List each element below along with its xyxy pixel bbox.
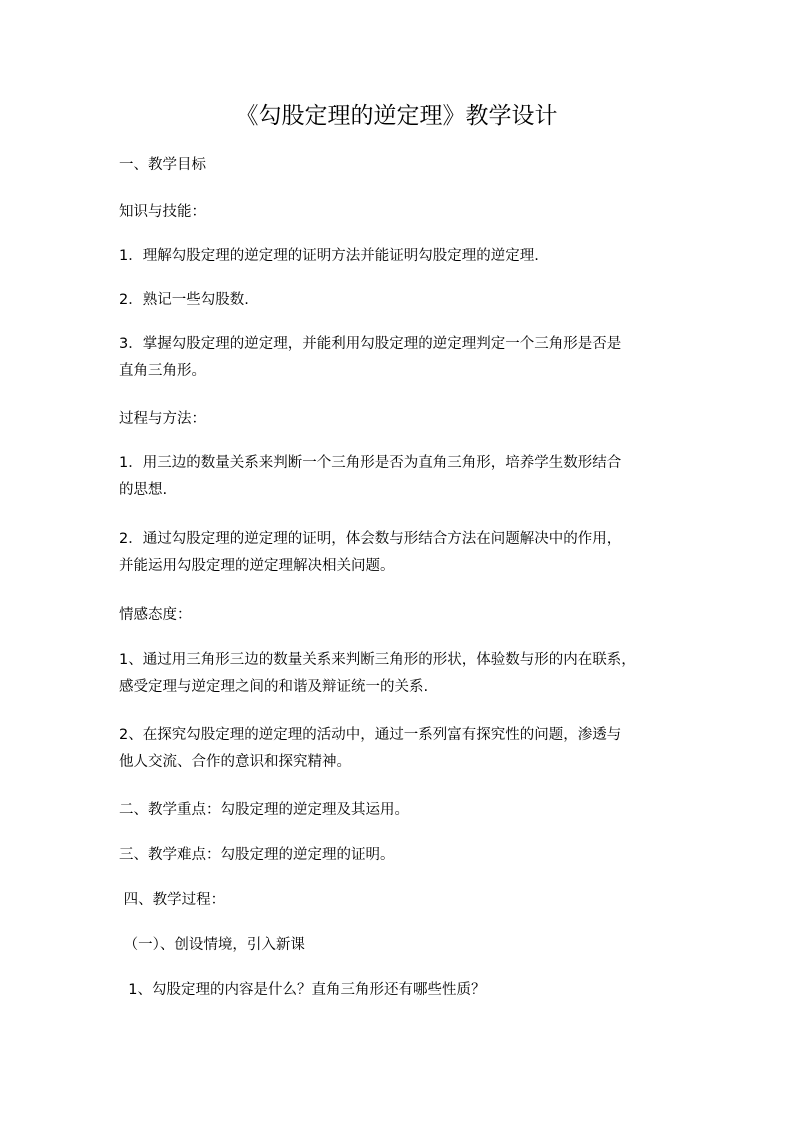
text-line: 1、通过用三角形三边的数量关系来判断三角形的形状，体验数与形的内在联系， <box>119 652 636 668</box>
section-heading-key-point <box>119 797 679 824</box>
document-title: 《勾股定理的逆定理》教学设计 <box>235 103 558 129</box>
text-line: 并能运用勾股定理的逆定理解决相关问题。 <box>119 558 395 574</box>
section-heading-process <box>119 887 679 914</box>
section-heading-goals <box>119 152 679 179</box>
text-line: 2．通过勾股定理的逆定理的证明，体会数与形结合方法在问题解决中的作用， <box>119 531 622 547</box>
text-line: 过程与方法： <box>119 411 206 427</box>
text-line: 感受定理与逆定理之间的和谐及辩证统一的关系. <box>119 679 429 695</box>
text-line: （一）、创设情境，引入新课 <box>119 937 305 953</box>
text-line: 的思想. <box>119 482 168 498</box>
text-line: 一、教学目标 <box>119 157 206 173</box>
text-line: 他人交流、合作的意识和探究精神。 <box>119 754 351 770</box>
text-line: 情感态度： <box>119 607 192 623</box>
paragraph-knowledge-1 <box>119 243 679 270</box>
text-line: 直角三角形。 <box>119 363 206 379</box>
subheading-intro <box>119 932 679 959</box>
paragraph-attitude-2 <box>119 722 679 776</box>
text-line: 1．用三边的数量关系来判断一个三角形是否为直角三角形，培养学生数形结合 <box>119 455 622 471</box>
paragraph-attitude-1 <box>119 647 679 701</box>
paragraph-process-1 <box>119 450 679 504</box>
section-heading-difficulty <box>119 842 679 869</box>
paragraph-question-1 <box>119 977 679 1004</box>
text-line: 2．熟记一些勾股数. <box>119 292 249 308</box>
paragraph-knowledge-2 <box>119 287 679 314</box>
text-line: 1、勾股定理的内容是什么？直角三角形还有哪些性质？ <box>119 982 486 998</box>
text-line: 3．掌握勾股定理的逆定理，并能利用勾股定理的逆定理判定一个三角形是否是 <box>119 336 622 352</box>
text-line: 知识与技能： <box>119 204 206 220</box>
text-line: 2、在探究勾股定理的逆定理的活动中，通过一系列富有探究性的问题，渗透与 <box>119 727 622 743</box>
text-line: 1．理解勾股定理的逆定理的证明方法并能证明勾股定理的逆定理. <box>119 248 539 264</box>
subheading-attitude <box>119 602 679 629</box>
text-line: 四、教学过程： <box>119 892 226 908</box>
subheading-knowledge <box>119 199 679 226</box>
paragraph-process-2 <box>119 526 679 580</box>
text-line: 三、教学难点：勾股定理的逆定理的证明。 <box>119 847 395 863</box>
subheading-process <box>119 406 679 433</box>
text-line: 二、教学重点：勾股定理的逆定理及其运用。 <box>119 802 409 818</box>
paragraph-knowledge-3 <box>119 331 679 385</box>
